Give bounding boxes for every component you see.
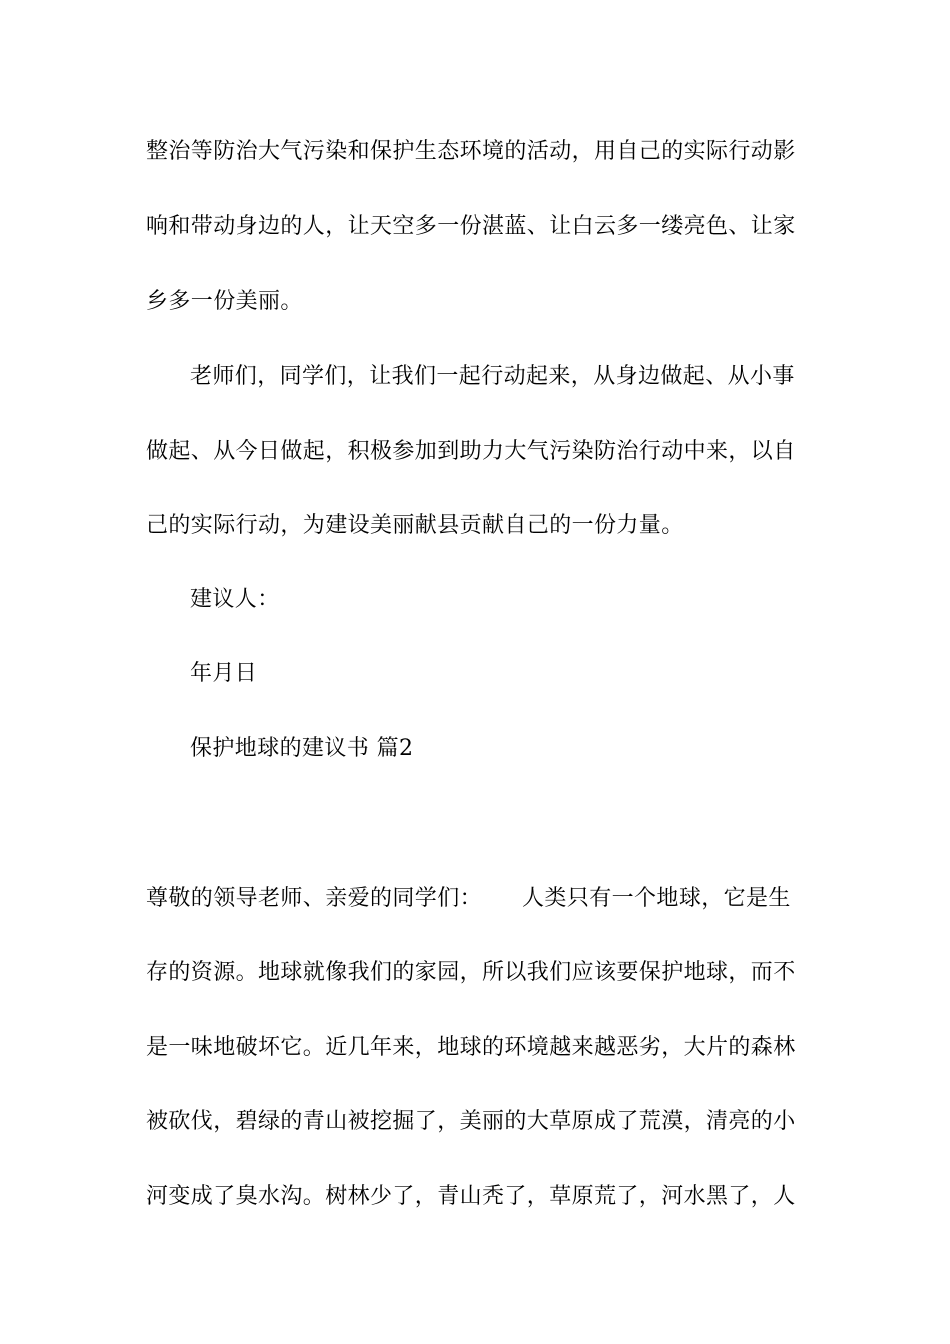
paragraph-line: 被砍伐，碧绿的青山被挖掘了，美丽的大草原成了荒漠，清亮的小 (146, 1109, 796, 1134)
paragraph-line: 做起、从今日做起，积极参加到助力大气污染防治行动中来，以自 (146, 439, 796, 464)
paragraph-line: 己的实际行动，为建设美丽献县贡献自己的一份力量。 (146, 513, 684, 538)
greeting-text: 尊敬的领导老师、亲爱的同学们： (146, 886, 483, 911)
signature-label: 建议人： (190, 587, 280, 612)
paragraph-line: 整治等防治大气污染和保护生态环境的活动，用自己的实际行动影 (146, 139, 796, 164)
date-label: 年月日 (190, 661, 258, 686)
paragraph-line: 响和带动身边的人，让天空多一份湛蓝、让白云多一缕亮色、让家 (146, 214, 796, 239)
paragraph-line: 是一味地破坏它。近几年来，地球的环境越来越恶劣，大片的森林 (146, 1035, 796, 1060)
paragraph-line: 老师们，同学们，让我们一起行动起来，从身边做起、从小事 (190, 364, 795, 389)
section-heading: 保护地球的建议书 篇2 (190, 736, 414, 761)
greeting-line (146, 884, 806, 914)
paragraph-line: 存的资源。地球就像我们的家园，所以我们应该要保护地球，而不 (146, 960, 796, 985)
paragraph-start: 人类只有一个地球，它是生 (522, 886, 791, 911)
paragraph-line: 河变成了臭水沟。树林少了，青山秃了，草原荒了，河水黑了，人 (146, 1184, 796, 1209)
paragraph-line: 乡多一份美丽。 (146, 289, 303, 314)
